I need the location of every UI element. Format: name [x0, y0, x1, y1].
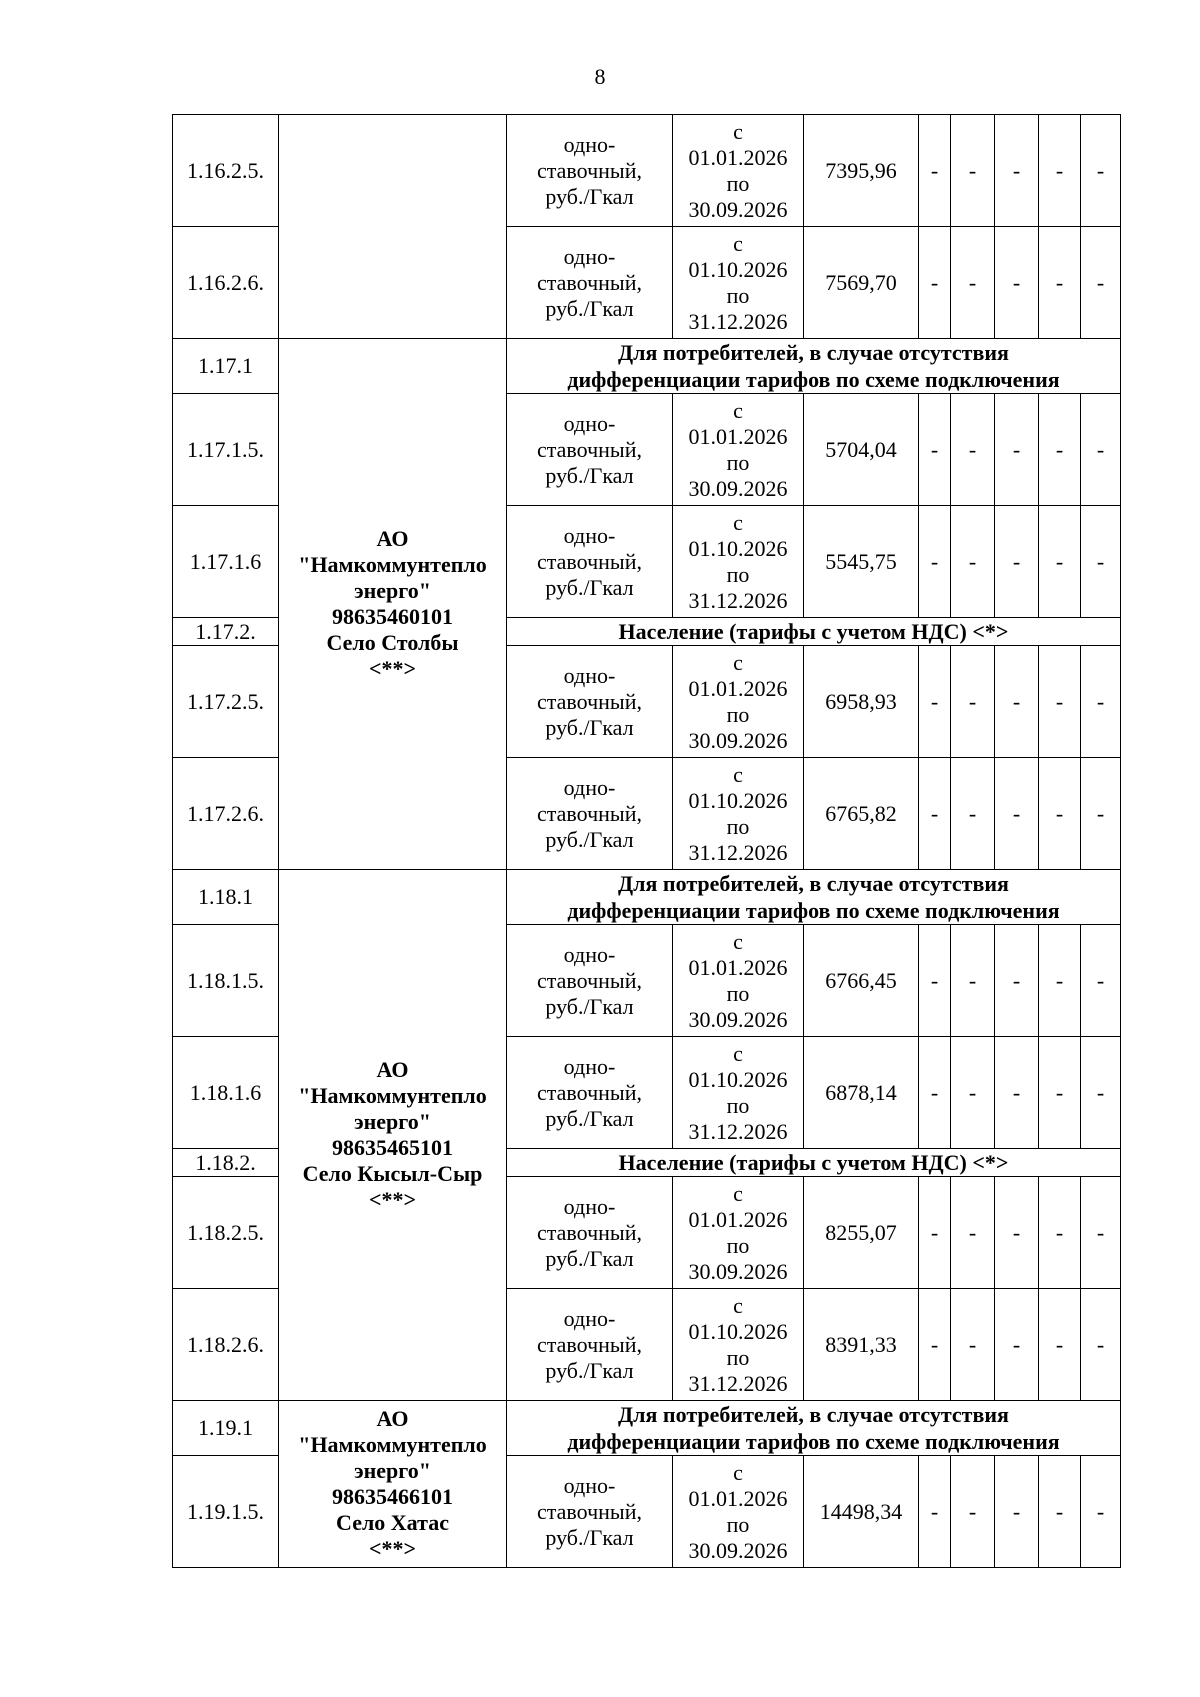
organization-cell-line: энерго" [354, 1109, 431, 1134]
tariff-period-line: 30.09.2026 [688, 196, 788, 222]
tariff-type-line: одно- [563, 410, 616, 436]
tariff-period-line: по [726, 282, 750, 308]
empty-value-dash: - [1081, 227, 1121, 339]
tariff-value: 5545,75 [804, 506, 919, 618]
tariff-type-line: руб./Гкал [545, 183, 634, 209]
row-code: 1.17.1.5. [173, 394, 279, 506]
tariff-period [673, 925, 804, 1037]
section-header-line: Для потребителей, в случае отсутствия [618, 340, 1009, 365]
table-row [173, 115, 1121, 227]
empty-value-dash: - [951, 925, 995, 1037]
section-header [507, 618, 1121, 646]
tariff-period-line: с [733, 1040, 743, 1066]
tariff-table [172, 114, 1121, 1568]
tariff-type-line: одно- [563, 131, 616, 157]
empty-value-dash: - [1081, 1456, 1121, 1568]
tariff-period-line: по [726, 1092, 750, 1118]
tariff-type-line: ставочный, [537, 269, 642, 295]
tariff-period-line: 01.10.2026 [688, 1066, 788, 1092]
empty-value-dash: - [951, 1177, 995, 1289]
tariff-period-line: 01.10.2026 [688, 787, 788, 813]
tariff-type-line: руб./Гкал [545, 826, 634, 852]
tariff-type-line: руб./Гкал [545, 714, 634, 740]
tariff-type-line: одно- [563, 662, 616, 688]
empty-value-dash: - [995, 394, 1039, 506]
tariff-period [673, 646, 804, 758]
tariff-period-line: по [726, 561, 750, 587]
tariff-type-line: ставочный, [537, 157, 642, 183]
organization-cell-line: энерго" [354, 1458, 431, 1483]
section-header [507, 1149, 1121, 1177]
tariff-type [507, 227, 673, 339]
tariff-type [507, 1289, 673, 1401]
section-header-line: дифференциации тарифов по схеме подключения [567, 898, 1060, 923]
empty-value-dash: - [951, 115, 995, 227]
tariff-period [673, 506, 804, 618]
organization-cell-line: <**> [368, 656, 417, 681]
tariff-period-line: с [733, 1180, 743, 1206]
tariff-period-line: 01.01.2026 [688, 954, 788, 980]
row-code: 1.16.2.5. [173, 115, 279, 227]
empty-value-dash: - [919, 1289, 951, 1401]
tariff-type-line: одно- [563, 1305, 616, 1331]
section-header [507, 339, 1121, 394]
tariff-type-line: ставочный, [537, 548, 642, 574]
empty-value-dash: - [995, 227, 1039, 339]
organization-cell-line: 98635465101 [332, 1135, 453, 1160]
table-row [173, 1401, 1121, 1456]
empty-value-dash: - [919, 506, 951, 618]
tariff-type-line: ставочный, [537, 436, 642, 462]
tariff-period-line: по [726, 813, 750, 839]
empty-value-dash: - [995, 1289, 1039, 1401]
tariff-period-line: по [726, 1511, 750, 1537]
tariff-type-line: руб./Гкал [545, 574, 634, 600]
organization-cell-line: Село Кысыл-Сыр [302, 1161, 483, 1186]
empty-value-dash: - [1039, 227, 1081, 339]
tariff-period-line: 31.12.2026 [688, 1370, 788, 1396]
tariff-value: 5704,04 [804, 394, 919, 506]
empty-value-dash: - [995, 758, 1039, 870]
empty-value-dash: - [951, 394, 995, 506]
row-code: 1.18.1.5. [173, 925, 279, 1037]
row-code: 1.19.1 [173, 1401, 279, 1456]
section-header-line: Для потребителей, в случае отсутствия [618, 871, 1009, 896]
tariff-type-line: руб./Гкал [545, 1105, 634, 1131]
empty-value-dash: - [919, 646, 951, 758]
empty-value-dash: - [1081, 394, 1121, 506]
empty-value-dash: - [995, 1037, 1039, 1149]
empty-value-dash: - [919, 1177, 951, 1289]
tariff-type-line: руб./Гкал [545, 1524, 634, 1550]
empty-value-dash: - [995, 115, 1039, 227]
tariff-type-line: ставочный, [537, 1079, 642, 1105]
tariff-period-line: 30.09.2026 [688, 1006, 788, 1032]
tariff-period-line: с [733, 649, 743, 675]
organization-cell [279, 870, 507, 1401]
empty-value-dash: - [995, 1177, 1039, 1289]
section-header-line: Население (тарифы с учетом НДС) <*> [618, 1150, 1009, 1175]
tariff-period [673, 1037, 804, 1149]
tariff-period-line: с [733, 1292, 743, 1318]
tariff-period-line: с [733, 230, 743, 256]
empty-value-dash: - [1039, 1177, 1081, 1289]
tariff-type [507, 506, 673, 618]
tariff-period-line: 30.09.2026 [688, 727, 788, 753]
tariff-type-line: руб./Гкал [545, 295, 634, 321]
row-code: 1.18.1 [173, 870, 279, 925]
tariff-type-line: одно- [563, 941, 616, 967]
table-row [173, 339, 1121, 394]
row-code: 1.18.2.6. [173, 1289, 279, 1401]
tariff-period-line: 01.10.2026 [688, 535, 788, 561]
tariff-value: 6766,45 [804, 925, 919, 1037]
empty-value-dash: - [995, 506, 1039, 618]
tariff-period-line: 31.12.2026 [688, 587, 788, 613]
tariff-period [673, 758, 804, 870]
tariff-type-line: одно- [563, 1472, 616, 1498]
empty-value-dash: - [1039, 115, 1081, 227]
row-code: 1.17.1.6 [173, 506, 279, 618]
organization-cell-line: АО [376, 1057, 409, 1082]
tariff-period-line: по [726, 170, 750, 196]
tariff-period [673, 1456, 804, 1568]
section-header [507, 1401, 1121, 1456]
empty-value-dash: - [951, 227, 995, 339]
empty-value-dash: - [995, 925, 1039, 1037]
tariff-type-line: ставочный, [537, 1219, 642, 1245]
tariff-type-line: ставочный, [537, 1498, 642, 1524]
empty-value-dash: - [1081, 1037, 1121, 1149]
organization-cell-line: 98635466101 [332, 1484, 453, 1509]
tariff-value: 6765,82 [804, 758, 919, 870]
tariff-period [673, 115, 804, 227]
section-header [507, 870, 1121, 925]
empty-value-dash: - [919, 115, 951, 227]
tariff-type-line: ставочный, [537, 800, 642, 826]
tariff-type-line: ставочный, [537, 967, 642, 993]
tariff-value: 8255,07 [804, 1177, 919, 1289]
empty-value-dash: - [1039, 758, 1081, 870]
tariff-period-line: 30.09.2026 [688, 1258, 788, 1284]
tariff-period-line: с [733, 928, 743, 954]
organization-cell [279, 339, 507, 870]
tariff-period-line: 31.12.2026 [688, 308, 788, 334]
empty-value-dash: - [1039, 1037, 1081, 1149]
tariff-period-line: 01.01.2026 [688, 144, 788, 170]
empty-value-dash: - [951, 1289, 995, 1401]
tariff-type [507, 925, 673, 1037]
tariff-period-line: 01.01.2026 [688, 1206, 788, 1232]
tariff-period-line: 01.10.2026 [688, 1318, 788, 1344]
empty-value-dash: - [1039, 646, 1081, 758]
empty-value-dash: - [919, 758, 951, 870]
tariff-period-line: по [726, 449, 750, 475]
tariff-type-line: ставочный, [537, 688, 642, 714]
organization-cell-line: 98635460101 [332, 604, 453, 629]
tariff-type [507, 394, 673, 506]
tariff-type [507, 758, 673, 870]
tariff-period [673, 227, 804, 339]
tariff-period [673, 1177, 804, 1289]
tariff-type-line: одно- [563, 1053, 616, 1079]
tariff-value: 14498,34 [804, 1456, 919, 1568]
organization-cell-line: <**> [368, 1536, 417, 1561]
empty-value-dash: - [995, 1456, 1039, 1568]
tariff-value: 6958,93 [804, 646, 919, 758]
empty-value-dash: - [995, 646, 1039, 758]
empty-value-dash: - [1039, 1289, 1081, 1401]
tariff-period-line: 01.10.2026 [688, 256, 788, 282]
row-code: 1.18.2. [173, 1149, 279, 1177]
section-header-line: Население (тарифы с учетом НДС) <*> [618, 619, 1009, 644]
tariff-type [507, 115, 673, 227]
organization-cell-line: Село Столбы [326, 630, 459, 655]
empty-value-dash: - [1081, 758, 1121, 870]
section-header-line: Для потребителей, в случае отсутствия [618, 1402, 1009, 1427]
tariff-type-line: одно- [563, 522, 616, 548]
tariff-period-line: 31.12.2026 [688, 1118, 788, 1144]
row-code: 1.17.2.5. [173, 646, 279, 758]
tariff-period-line: с [733, 761, 743, 787]
tariff-period-line: 30.09.2026 [688, 1537, 788, 1563]
organization-cell-line: "Намкоммунтепло [298, 552, 487, 577]
tariff-type [507, 646, 673, 758]
row-code: 1.17.1 [173, 339, 279, 394]
section-header-line: дифференциации тарифов по схеме подключения [567, 367, 1060, 392]
organization-cell-line: энерго" [354, 578, 431, 603]
tariff-period-line: 30.09.2026 [688, 475, 788, 501]
tariff-period [673, 394, 804, 506]
tariff-type-line: руб./Гкал [545, 462, 634, 488]
tariff-period-line: 01.01.2026 [688, 423, 788, 449]
page-number: 8 [594, 64, 606, 89]
tariff-value: 6878,14 [804, 1037, 919, 1149]
empty-value-dash: - [1039, 925, 1081, 1037]
empty-value-dash: - [919, 394, 951, 506]
organization-cell [279, 115, 507, 339]
tariff-period-line: по [726, 1344, 750, 1370]
row-code: 1.19.1.5. [173, 1456, 279, 1568]
organization-cell-line: <**> [368, 1187, 417, 1212]
tariff-type [507, 1037, 673, 1149]
tariff-type [507, 1177, 673, 1289]
organization-cell-line: Село Хатас [336, 1510, 449, 1535]
empty-value-dash: - [1039, 394, 1081, 506]
empty-value-dash: - [1081, 1289, 1121, 1401]
tariff-period-line: по [726, 1232, 750, 1258]
tariff-value: 8391,33 [804, 1289, 919, 1401]
empty-value-dash: - [951, 646, 995, 758]
empty-value-dash: - [1039, 1456, 1081, 1568]
empty-value-dash: - [1081, 506, 1121, 618]
empty-value-dash: - [919, 227, 951, 339]
tariff-period-line: 01.01.2026 [688, 1485, 788, 1511]
tariff-period-line: с [733, 118, 743, 144]
tariff-period-line: 31.12.2026 [688, 839, 788, 865]
tariff-period-line: с [733, 509, 743, 535]
row-code: 1.18.1.6 [173, 1037, 279, 1149]
tariff-period [673, 1289, 804, 1401]
tariff-type-line: одно- [563, 243, 616, 269]
organization-cell-line: АО [376, 1406, 409, 1431]
tariff-type-line: руб./Гкал [545, 1357, 634, 1383]
tariff-period-line: по [726, 701, 750, 727]
tariff-value: 7569,70 [804, 227, 919, 339]
tariff-type-line: одно- [563, 774, 616, 800]
tariff-period-line: с [733, 397, 743, 423]
organization-cell [279, 1401, 507, 1568]
empty-value-dash: - [919, 1456, 951, 1568]
organization-cell-line: АО [376, 526, 409, 551]
organization-cell-line: "Намкоммунтепло [298, 1432, 487, 1457]
empty-value-dash: - [951, 1456, 995, 1568]
tariff-type-line: руб./Гкал [545, 1245, 634, 1271]
row-code: 1.17.2.6. [173, 758, 279, 870]
row-code: 1.16.2.6. [173, 227, 279, 339]
tariff-value: 7395,96 [804, 115, 919, 227]
empty-value-dash: - [1081, 115, 1121, 227]
tariff-type [507, 1456, 673, 1568]
tariff-type-line: руб./Гкал [545, 993, 634, 1019]
empty-value-dash: - [951, 1037, 995, 1149]
empty-value-dash: - [919, 925, 951, 1037]
organization-cell-line: "Намкоммунтепло [298, 1083, 487, 1108]
tariff-period-line: 01.01.2026 [688, 675, 788, 701]
empty-value-dash: - [1039, 506, 1081, 618]
empty-value-dash: - [1081, 925, 1121, 1037]
tariff-period-line: по [726, 980, 750, 1006]
empty-value-dash: - [951, 506, 995, 618]
table-row [173, 870, 1121, 925]
tariff-type-line: ставочный, [537, 1331, 642, 1357]
tariff-period-line: с [733, 1459, 743, 1485]
tariff-type-line: одно- [563, 1193, 616, 1219]
empty-value-dash: - [919, 1037, 951, 1149]
row-code: 1.18.2.5. [173, 1177, 279, 1289]
section-header-line: дифференциации тарифов по схеме подключения [567, 1429, 1060, 1454]
empty-value-dash: - [1081, 1177, 1121, 1289]
empty-value-dash: - [1081, 646, 1121, 758]
empty-value-dash: - [951, 758, 995, 870]
row-code: 1.17.2. [173, 618, 279, 646]
